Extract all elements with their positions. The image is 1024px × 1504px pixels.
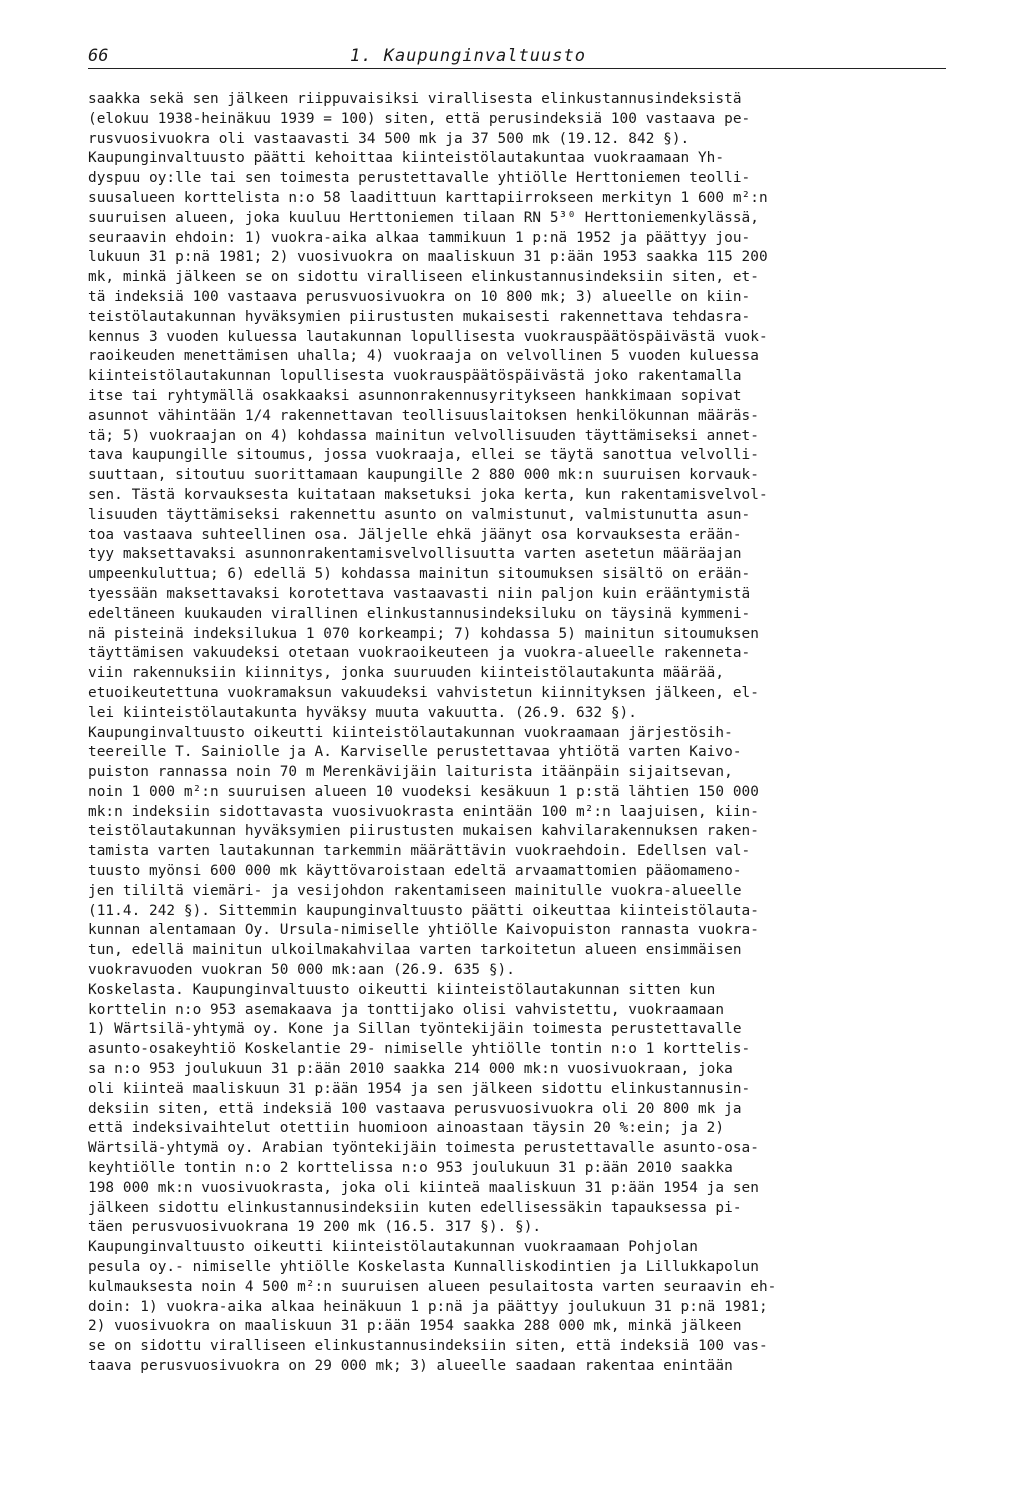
page-number: 66 bbox=[88, 46, 109, 66]
text-line: toa vastaava suhteellinen osa. Jäljelle ehkä jäänyt osa korvauksesta erään- bbox=[88, 526, 742, 543]
text-line: jälkeen sidottu elinkustannusindeksiin kuten edellisessäkin tapauksessa pi- bbox=[88, 1199, 742, 1216]
text-line: rusvuosivuokra oli vastaavasti 34 500 mk ja 37 500 mk (19.12. 842 §). bbox=[88, 130, 690, 147]
text-line: korttelin n:o 953 asemakaava ja tonttijako olisi vahvistettu, vuokraamaan bbox=[88, 1001, 725, 1018]
text-line: deksiin siten, että indeksiä 100 vastaava perusvuosivuokra oli 20 800 mk ja bbox=[88, 1100, 742, 1117]
text-line: suuruisen alueen, joka kuuluu Herttoniemen tilaan RN 5³⁰ Herttoniemenkylässä, bbox=[88, 209, 759, 226]
text-line: mk:n indeksiin sidottavasta vuosivuokrasta enintään 100 m²:n laajuisen, kiin- bbox=[88, 803, 759, 820]
text-line: tamista varten lautakunnan tarkemmin määrättävin vuokraehdoin. Edellsen val- bbox=[88, 843, 751, 860]
text-line: asunnot vähintään 1/4 rakennettavan teollisuuslaitoksen henkilökunnan määräs- bbox=[88, 407, 759, 424]
text-line: lisuuden täyttämiseksi rakennettu asunto on valmistunut, valmistunutta asun- bbox=[88, 506, 751, 523]
text-line: Kaupunginvaltuusto päätti kehoittaa kiinteistölautakuntaa vuokraamaan Yh- bbox=[88, 150, 725, 167]
text-line: tun, edellä mainitun ulkoilmakahvilaa varten tarkoitetun alueen ensimmäisen bbox=[88, 942, 742, 959]
text-line: Kaupunginvaltuusto oikeutti kiinteistölautakunnan vuokraamaan järjestösih- bbox=[88, 724, 733, 741]
text-line: puiston rannassa noin 70 m Merenkävijäin laiturista itäänpäin sijaitsevan, bbox=[88, 764, 733, 781]
text-line: dyspuu oy:lle tai sen toimesta perustettavalle yhtiölle Herttoniemen teolli- bbox=[88, 170, 751, 187]
text-line: 1) Wärtsilä-yhtymä oy. Kone ja Sillan työntekijäin toimesta perustettavalle bbox=[88, 1021, 742, 1038]
text-line: tuusto myönsi 600 000 mk käyttövaroistaan edeltä arvaamattomien pääomameno- bbox=[88, 863, 742, 880]
text-line: täyttämisen vakuudeksi otetaan vuokraoikeuteen ja vuokra-alueelle rakenneta- bbox=[88, 645, 751, 662]
text-line: kulmauksesta noin 4 500 m²:n suuruisen alueen pesulaitosta varten seuraavin eh- bbox=[88, 1278, 777, 1295]
text-line: lukuun 31 p:nä 1981; 2) vuosivuokra on maaliskuun 31 p:ään 1953 saakka 115 200 bbox=[88, 249, 768, 266]
text-line: (11.4. 242 §). Sittemmin kaupunginvaltuusto päätti oikeuttaa kiinteistölauta- bbox=[88, 902, 759, 919]
text-line: Kaupunginvaltuusto oikeutti kiinteistölautakunnan vuokraamaan Pohjolan bbox=[88, 1239, 698, 1256]
text-line: täen perusvuosivuokrana 19 200 mk (16.5. 317 §). §). bbox=[88, 1219, 542, 1236]
text-line: lei kiinteistölautakunta hyväksy muuta vakuutta. (26.9. 632 §). bbox=[88, 704, 637, 721]
text-line: sa n:o 953 joulukuun 31 p:ään 2010 saakka 214 000 mk:n vuosivuokraan, joka bbox=[88, 1061, 733, 1078]
text-line: se on sidottu viralliseen elinkustannusindeksiin siten, että indeksiä 100 vas- bbox=[88, 1338, 768, 1355]
page-header bbox=[88, 42, 946, 69]
text-line: suuttaan, sitoutuu suorittamaan kaupungille 2 880 000 mk:n suuruisen korvauk- bbox=[88, 467, 759, 484]
text-line: oli kiinteä maaliskuun 31 p:ään 1954 ja sen jälkeen sidottu elinkustannusin- bbox=[88, 1080, 751, 1097]
text-line: vuokravuoden vuokran 50 000 mk:aan (26.9. 635 §). bbox=[88, 962, 515, 979]
text-line: raoikeuden menettämisen uhalla; 4) vuokraaja on velvollinen 5 vuoden kuluessa bbox=[88, 348, 759, 365]
text-line: Koskelasta. Kaupunginvaltuusto oikeutti kiinteistölautakunnan sitten kun bbox=[88, 981, 716, 998]
text-line: keyhtiölle tontin n:o 2 korttelissa n:o 953 joulukuun 31 p:ään 2010 saakka bbox=[88, 1160, 733, 1177]
text-line: edeltäneen kuukauden virallinen elinkustannusindeksiluku on täysinä kymmeni- bbox=[88, 605, 751, 622]
text-line: saakka sekä sen jälkeen riippuvaisiksi virallisesta elinkustannusindeksistä bbox=[88, 91, 742, 107]
text-line: tyy maksettavaksi asunnonrakentamisvelvollisuutta varten asetetun määräajan bbox=[88, 546, 742, 563]
text-line: teereille T. Sainiolle ja A. Karviselle perustettavaa yhtiötä varten Kaivo- bbox=[88, 744, 742, 761]
text-line: itse tai ryhtymällä osakkaaksi asunnonrakennusyritykseen hankkimaan sopivat bbox=[88, 387, 742, 404]
text-line: 2) vuosivuokra on maaliskuun 31 p:ään 1954 saakka 288 000 mk, minkä jälkeen bbox=[88, 1318, 742, 1335]
text-line: doin: 1) vuokra-aika alkaa heinäkuun 1 p:nä ja päättyy joulukuun 31 p:nä 1981; bbox=[88, 1298, 768, 1315]
text-line: etuoikeutettuna vuokramaksun vakuudeksi vahvistetun kiinnityksen jälkeen, el- bbox=[88, 684, 759, 701]
text-line: seuraavin ehdoin: 1) vuokra-aika alkaa tammikuun 1 p:nä 1952 ja päättyy jou- bbox=[88, 229, 751, 246]
text-line: pesula oy.- nimiselle yhtiölle Koskelasta Kunnalliskodintien ja Lillukkapolun bbox=[88, 1259, 759, 1276]
text-line: kiinteistölautakunnan lopullisesta vuokrauspäätöspäivästä joko rakentamalla bbox=[88, 368, 742, 385]
text-line: kunnan alentamaan Oy. Ursula-nimiselle yhtiölle Kaivopuiston rannasta vuokra- bbox=[88, 922, 759, 939]
text-line: että indeksivaihtelut otettiin huomioon ainoastaan täysin 20 %:ein; ja 2) bbox=[88, 1120, 725, 1137]
text-line: umpeenkuluttua; 6) edellä 5) kohdassa mainitun sitoumuksen sisältö on erään- bbox=[88, 566, 751, 583]
text-line: taava perusvuosivuokra on 29 000 mk; 3) alueelle saadaan rakentaa enintään bbox=[88, 1358, 733, 1374]
text-line: jen tililtä viemäri- ja vesijohdon rakentamiseen mainitulle vuokra-alueelle bbox=[88, 882, 742, 899]
text-line: tä indeksiä 100 vastaava perusvuosivuokra on 10 800 mk; 3) alueelle on kiin- bbox=[88, 288, 751, 305]
text-line: tyessään maksettavaksi korotettava vastaavasti niin paljon kuin erääntymistä bbox=[88, 585, 751, 602]
text-line: mk, minkä jälkeen se on sidottu viralliseen elinkustannusindeksiin siten, et- bbox=[88, 269, 759, 286]
text-line: kennus 3 vuoden kuluessa lautakunnan lopullisesta vuokrauspäätöspäivästä vuok- bbox=[88, 328, 768, 345]
text-line: suusalueen korttelista n:o 58 laadittuun karttapiirrokseen merkityn 1 600 m²:n bbox=[88, 189, 768, 206]
text-line: noin 1 000 m²:n suuruisen alueen 10 vuodeksi kesäkuun 1 p:stä lähtien 150 000 bbox=[88, 783, 759, 800]
text-line: teistölautakunnan hyväksymien piirustusten mukaisesti rakennettava tehdasra- bbox=[88, 308, 751, 325]
body-text bbox=[88, 90, 948, 1377]
text-line: nä pisteinä indeksilukua 1 070 korkeampi; 7) kohdassa 5) mainitun sitoumuksen bbox=[88, 625, 759, 642]
text-line: tava kaupungille sitoumus, jossa vuokraaja, ellei se täytä sanottua velvolli- bbox=[88, 447, 759, 464]
text-line: Wärtsilä-yhtymä oy. Arabian työntekijäin toimesta perustettavalle asunto-osa- bbox=[88, 1140, 759, 1157]
text-line: tä; 5) vuokraajan on 4) kohdassa mainitun velvollisuuden täyttämiseksi annet- bbox=[88, 427, 759, 444]
text-line: 198 000 mk:n vuosivuokrasta, joka oli kiinteä maaliskuun 31 p:ään 1954 ja sen bbox=[88, 1179, 759, 1196]
text-line: sen. Tästä korvauksesta kuitataan maksetuksi joka kerta, kun rakentamisvelvol- bbox=[88, 486, 768, 503]
text-line: (elokuu 1938-heinäkuu 1939 = 100) siten, että perusindeksiä 100 vastaava pe- bbox=[88, 110, 751, 127]
running-head: 1. Kaupunginvaltuusto bbox=[350, 46, 586, 66]
text-line: viin rakennuksiin kiinnitys, jonka suuruuden kiinteistölautakunta määrää, bbox=[88, 665, 725, 682]
text-line: asunto-osakeyhtiö Koskelantie 29- nimiselle yhtiölle tontin n:o 1 korttelis- bbox=[88, 1041, 751, 1058]
text-line: teistölautakunnan hyväksymien piirustusten mukaisen kahvilarakennuksen raken- bbox=[88, 823, 759, 840]
